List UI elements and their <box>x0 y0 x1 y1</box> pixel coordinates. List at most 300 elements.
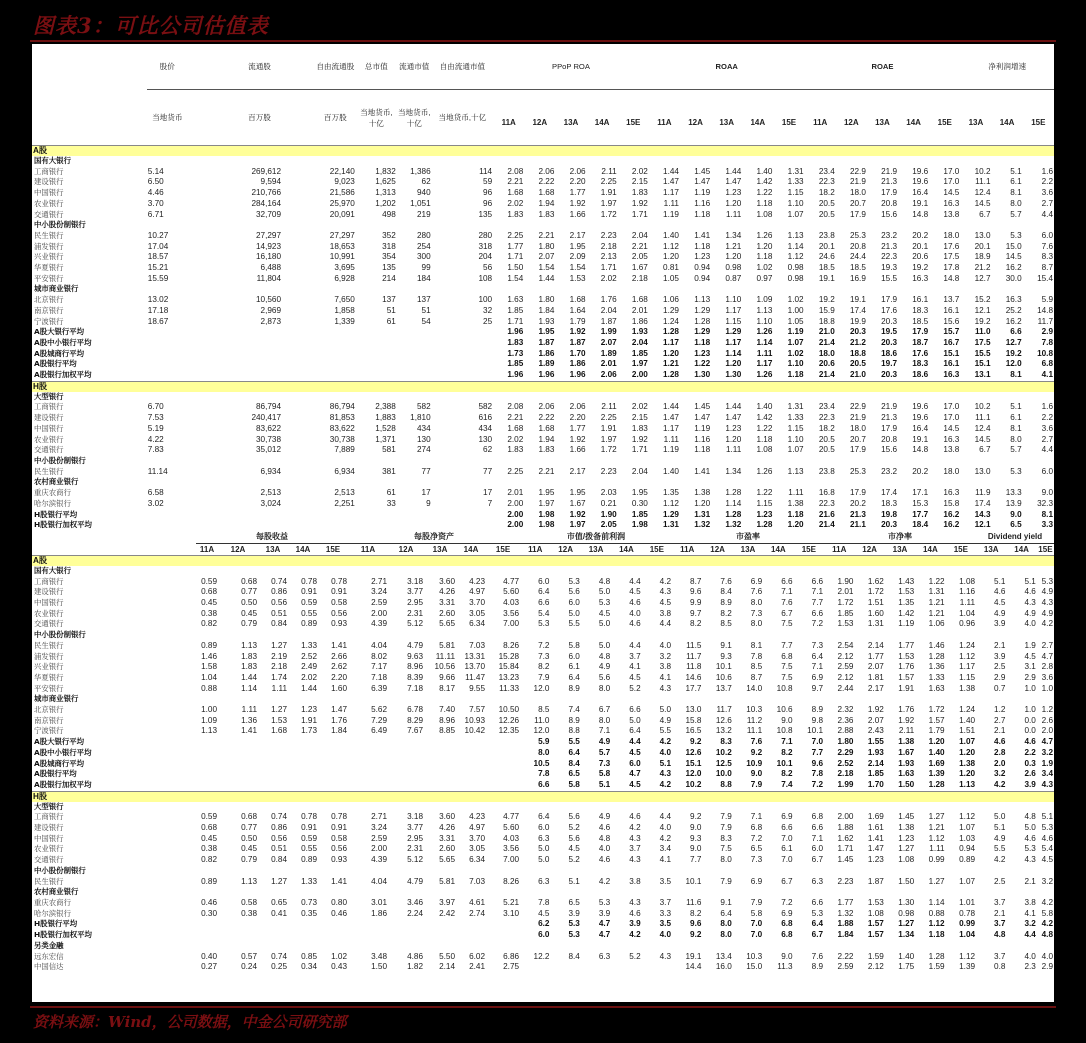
cell-value <box>702 866 732 877</box>
valuation-table-1 <box>32 44 1054 531</box>
cell-value: 19.2 <box>974 316 991 326</box>
cell-value: 3.8 <box>659 608 672 618</box>
cell-value: 3.9 <box>629 919 641 929</box>
cell-value: 1.34 <box>725 230 742 240</box>
cell-value <box>348 737 388 748</box>
cell-value <box>218 566 258 577</box>
cell-value: 1.95 <box>569 241 586 251</box>
cell-value: 7.83 <box>147 445 164 455</box>
row-name: 农业银行 <box>34 198 64 208</box>
cell-value: 10.0 <box>715 769 732 779</box>
cell-value: 5.0 <box>629 715 641 725</box>
cell-value: 11.0 <box>975 327 991 337</box>
cell-value: 7.0 <box>781 855 793 865</box>
cell-value: 9.0 <box>781 951 793 961</box>
section-header <box>32 381 1054 392</box>
cell-value <box>424 780 456 791</box>
cell-value <box>432 338 493 349</box>
cell-value: 4.7 <box>598 930 611 940</box>
year-label: 12A <box>218 543 258 555</box>
cell-value: 6.8 <box>811 812 824 822</box>
cell-value: 2.1 <box>994 726 1006 736</box>
cell-value: 5.3 <box>568 930 580 940</box>
cell-value: 3.8 <box>1024 898 1036 907</box>
cell-value: 2.22 <box>837 951 854 961</box>
cell-value: 4.8 <box>994 930 1006 940</box>
cell-value: 2.29 <box>837 747 854 757</box>
cell-value: 5.3 <box>598 898 611 907</box>
cell-value: 1,858 <box>334 305 355 315</box>
table-row <box>32 263 1054 274</box>
cell-value: 2.04 <box>631 230 648 240</box>
cell-value: 4.5 <box>629 747 641 757</box>
cell-value: 4.4 <box>629 576 641 586</box>
cell-value: 2.59 <box>837 962 854 972</box>
cell-value: 4.9 <box>659 715 672 725</box>
row-name: 中国银行 <box>34 188 64 198</box>
spacer-cell <box>188 242 237 253</box>
cell-value <box>196 566 218 577</box>
cell-value: 99 <box>421 263 431 273</box>
cell-value: 1.12 <box>663 241 679 251</box>
cell-value: 7.2 <box>750 833 763 843</box>
cell-value: 2.15 <box>631 413 648 423</box>
cell-value: 17.9 <box>881 188 898 198</box>
cell-value: 15.8 <box>685 715 702 725</box>
cell-value: 14.5 <box>974 434 991 444</box>
cell-value: 1.29 <box>694 305 711 315</box>
cell-value: 1.85 <box>837 608 854 618</box>
cell-value <box>773 156 804 167</box>
cell-value: 16.3 <box>912 273 929 283</box>
cell-value: 0.93 <box>331 855 348 865</box>
cell-value: 10.1 <box>776 758 793 768</box>
cell-value <box>432 477 493 488</box>
cell-value: 1.28 <box>928 651 945 661</box>
cell-value: 5.4 <box>538 608 550 618</box>
year-label: 15E <box>318 543 348 555</box>
row-name: 兴业银行 <box>34 252 64 262</box>
cell-value: 1.33 <box>928 672 945 682</box>
year-label: 14A <box>915 543 945 555</box>
cell-value: 6.1 <box>781 844 793 854</box>
cell-value <box>672 566 702 577</box>
cell-value: 1.44 <box>663 402 679 412</box>
cell-value: 1.57 <box>928 715 945 725</box>
cell-value: 4.9 <box>994 833 1006 843</box>
cell-value: 1.92 <box>569 327 586 337</box>
cell-value: 2.07 <box>600 337 617 347</box>
unit-total-mcap: 当地货币,十亿 <box>356 90 397 146</box>
cell-value: 2,969 <box>260 305 282 315</box>
cell-value: 1.91 <box>898 683 915 693</box>
cell-value: 4.6 <box>1024 737 1036 747</box>
cell-value: 0.59 <box>301 833 317 843</box>
cell-value: 0.68 <box>241 812 257 822</box>
cell-value: 5.2 <box>629 951 641 961</box>
cell-value: 16.3 <box>1005 295 1022 305</box>
cell-value: 3.7 <box>994 898 1006 907</box>
row-name: 中小股份制银行 <box>34 455 86 465</box>
cell-value: 5.9 <box>1041 295 1053 305</box>
cell-value: 19.6 <box>912 166 929 176</box>
spacer-cell <box>282 413 315 424</box>
cell-value: 0.78 <box>331 812 348 822</box>
cell-value: 7.29 <box>371 715 388 725</box>
cell-value <box>976 941 1006 952</box>
cell-value: 7.9 <box>720 823 732 833</box>
spacer-cell <box>188 210 237 221</box>
cell-value: 1.85 <box>867 769 884 779</box>
cell-value: 11.1 <box>975 177 991 187</box>
cell-value <box>218 941 258 952</box>
year-label: 13A <box>733 543 763 555</box>
cell-value: 1.35 <box>663 488 679 498</box>
cell-value <box>318 887 348 898</box>
cell-value: 5.1 <box>1010 402 1022 412</box>
cell-value: 4.0 <box>1041 951 1053 961</box>
cell-value: 11.0 <box>534 715 550 725</box>
table-row <box>32 962 1054 973</box>
cell-value: 616 <box>478 413 493 423</box>
cell-value: 8.0 <box>1010 434 1022 444</box>
cell-value: 1.39 <box>928 769 945 779</box>
cell-value <box>773 392 804 403</box>
cell-value <box>836 392 867 403</box>
cell-value: 3.9 <box>598 908 611 918</box>
cell-value: 2,251 <box>334 498 355 508</box>
cell-value: 2.9 <box>1041 962 1053 972</box>
cell-value <box>550 962 580 973</box>
cell-value: 30,738 <box>329 434 355 444</box>
cell-value: 0.38 <box>201 608 217 618</box>
cell-value <box>424 566 456 577</box>
row-name: H股银行平均 <box>34 919 78 929</box>
cell-value: 7.3 <box>811 640 824 650</box>
cell-value: 2.7 <box>1041 198 1053 208</box>
cell-value: 1.92 <box>569 434 586 444</box>
row-name: 中小股份制银行 <box>34 865 86 875</box>
cell-value: 1.47 <box>663 413 679 423</box>
cell-value: 1.86 <box>538 348 555 358</box>
cell-value: 1.13 <box>694 295 711 305</box>
cell-value: 2.20 <box>331 672 348 682</box>
cell-value <box>486 566 520 577</box>
cell-value <box>763 630 793 641</box>
cell-value <box>885 566 915 577</box>
cell-value <box>356 338 397 349</box>
cell-value: 214 <box>382 273 396 283</box>
cell-value: 7.18 <box>371 672 388 682</box>
cell-value: 8.3 <box>1041 252 1053 262</box>
cell-value: 9.0 <box>690 823 702 833</box>
cell-value <box>742 456 773 467</box>
cell-value <box>520 802 550 813</box>
cell-value: 20.7 <box>849 198 866 208</box>
cell-value: 4.04 <box>371 876 388 886</box>
cell-value: 1.80 <box>538 241 555 251</box>
cell-value <box>649 220 680 231</box>
cell-value: 10,560 <box>256 295 282 305</box>
cell-value <box>147 359 188 370</box>
cell-value: 1.72 <box>837 598 854 608</box>
cell-value: 83,622 <box>329 423 355 433</box>
cell-value: 18.0 <box>818 348 835 358</box>
cell-value <box>456 630 486 641</box>
cell-value: 2.25 <box>600 177 617 187</box>
cell-value: 0.91 <box>331 587 348 597</box>
spacer-cell <box>282 252 315 263</box>
cell-value: 1.44 <box>663 166 679 176</box>
cell-value <box>680 220 711 231</box>
cell-value: 5.81 <box>439 640 456 650</box>
year-label: 12A <box>550 543 580 555</box>
cell-value: 7.8 <box>538 769 550 779</box>
cell-value <box>885 630 915 641</box>
cell-value: 2.43 <box>867 726 884 736</box>
cell-value: 1,386 <box>410 166 431 176</box>
cell-value <box>524 392 555 403</box>
cell-value: 9.3 <box>720 651 732 661</box>
cell-value <box>946 887 976 898</box>
cell-value: 204 <box>478 252 493 262</box>
cell-value: 1.11 <box>663 198 679 208</box>
col-free-float-mcap: 自由流通市值 <box>439 62 486 71</box>
cell-value: 1.00 <box>787 305 804 315</box>
cell-value: 4.5 <box>1041 855 1053 865</box>
spacer-cell <box>282 445 315 456</box>
year-label: 11A <box>493 90 524 146</box>
cell-value: 2.7 <box>994 715 1006 725</box>
cell-value: 4.79 <box>407 640 424 650</box>
cell-value: 0.74 <box>271 812 287 822</box>
cell-value <box>493 156 524 167</box>
cell-value: 15.2 <box>974 295 991 305</box>
cell-value: 22.3 <box>818 413 835 423</box>
cell-value: 1.96 <box>569 370 586 380</box>
cell-value: 96 <box>483 198 493 208</box>
cell-value <box>672 941 702 952</box>
cell-value: 4.03 <box>503 598 520 608</box>
row-name: A股中小银行平均 <box>34 337 92 347</box>
cell-value: 1.85 <box>631 348 648 358</box>
cell-value: 1.72 <box>600 209 617 219</box>
cell-value: 5.0 <box>568 608 580 618</box>
cell-value: 1.07 <box>787 337 804 347</box>
cell-value: 8.29 <box>407 715 424 725</box>
cell-value <box>805 392 836 403</box>
cell-value: 14.8 <box>912 209 929 219</box>
table-row <box>32 726 1054 737</box>
cell-value: 2.14 <box>867 640 884 650</box>
spacer-cell <box>282 349 315 360</box>
cell-value <box>946 866 976 877</box>
cell-value: 2.02 <box>301 672 317 682</box>
cell-value: 17.6 <box>912 348 929 358</box>
cell-value <box>992 456 1023 467</box>
cell-value <box>960 220 991 231</box>
cell-value: 3.7 <box>629 844 641 854</box>
cell-value: 1.12 <box>959 812 976 822</box>
cell-value: 8.4 <box>720 587 732 597</box>
cell-value: 4.2 <box>994 855 1006 865</box>
cell-value: 4.2 <box>629 930 641 940</box>
cell-value: 0.3 <box>1024 758 1036 768</box>
cell-value: 4.6 <box>994 737 1006 747</box>
cell-value: 3.2 <box>1041 876 1053 886</box>
cell-value: 1,371 <box>375 434 396 444</box>
cell-value <box>992 156 1023 167</box>
cell-value: 12.1 <box>974 520 991 530</box>
cell-value: 8.4 <box>568 758 580 768</box>
cell-value <box>456 566 486 577</box>
row-name: 哈尔滨银行 <box>34 908 71 918</box>
cell-value: 0.89 <box>301 855 317 865</box>
cell-value: 0.38 <box>241 908 257 918</box>
cell-value <box>218 780 258 791</box>
cell-value <box>642 887 672 898</box>
cell-value: 9.3 <box>690 833 702 843</box>
cell-value <box>218 930 258 941</box>
cell-value: 6.0 <box>538 930 550 940</box>
cell-value: 0.41 <box>271 908 287 918</box>
cell-value: 1.20 <box>959 747 976 757</box>
cell-value: 2.71 <box>371 576 388 586</box>
cell-value <box>348 566 388 577</box>
cell-value <box>672 802 702 813</box>
cell-value: 7.3 <box>538 651 550 661</box>
spacer-cell <box>282 242 315 253</box>
cell-value <box>424 769 456 780</box>
cell-value: 1.83 <box>507 209 524 219</box>
spacer-cell <box>282 295 315 306</box>
spacer-cell <box>188 188 237 199</box>
cell-value: 1.10 <box>787 198 804 208</box>
cell-value: 15.1 <box>685 758 702 768</box>
cell-value: 1.71 <box>837 844 854 854</box>
cell-value: 5.0 <box>598 587 611 597</box>
cell-value <box>550 802 580 813</box>
cell-value: 10.9 <box>746 758 763 768</box>
cell-value: 1.12 <box>928 919 945 929</box>
cell-value: 18.9 <box>974 252 991 262</box>
cell-value: 5.3 <box>538 619 550 629</box>
cell-value: 1.97 <box>600 198 617 208</box>
row-name: A股大银行平均 <box>34 327 85 337</box>
cell-value: 1.83 <box>241 651 257 661</box>
cell-value: 1.60 <box>331 683 348 693</box>
cell-value: 5.1 <box>659 758 672 768</box>
cell-value: 1.91 <box>301 715 317 725</box>
cell-value: 4.2 <box>598 876 611 886</box>
cell-value: 1.77 <box>569 188 586 198</box>
cell-value <box>976 866 1006 877</box>
cell-value: 2.18 <box>837 769 854 779</box>
cell-value: 1.83 <box>507 445 524 455</box>
cell-value: 2.9 <box>1024 672 1036 682</box>
cell-value: 12.5 <box>715 758 732 768</box>
cell-value: 3,695 <box>334 263 355 273</box>
cell-value: 9,023 <box>334 177 355 187</box>
cell-value: 19.1 <box>849 295 866 305</box>
cell-value: 13.3 <box>1005 488 1022 498</box>
cell-value: 0.50 <box>241 833 257 843</box>
cell-value <box>611 866 641 877</box>
cell-value: 1.18 <box>756 198 773 208</box>
spacer-cell <box>188 402 237 413</box>
cell-value: 1.72 <box>928 705 945 715</box>
cell-value: 4.4 <box>629 737 641 747</box>
cell-value: 12.7 <box>974 273 991 283</box>
cell-value: 4.6 <box>629 908 641 918</box>
cell-value: 19.1 <box>818 273 835 283</box>
cell-value: 1.0 <box>1024 683 1036 693</box>
cell-value: 6.4 <box>811 651 824 661</box>
cell-value <box>794 887 824 898</box>
cell-value: 1.32 <box>694 520 711 530</box>
row-name: 工商银行 <box>34 402 64 412</box>
spacer-cell <box>188 295 237 306</box>
cell-value <box>258 630 288 641</box>
row-name: A股银行平均 <box>34 769 77 779</box>
year-label: 14A <box>992 90 1023 146</box>
cell-value: 11.2 <box>746 715 763 725</box>
year-label: 12A <box>836 90 867 146</box>
cell-value: 1.42 <box>756 177 773 187</box>
cell-value: 1.0 <box>1041 683 1053 693</box>
cell-value: 25 <box>483 316 493 326</box>
category-row <box>32 392 1054 403</box>
cell-value <box>1023 456 1054 467</box>
cell-value: 5.5 <box>568 737 580 747</box>
cell-value: 17.9 <box>849 209 866 219</box>
cell-value: 4.97 <box>469 587 486 597</box>
cell-value <box>733 802 763 813</box>
cell-value: 2.25 <box>600 413 617 423</box>
cell-value: 9.2 <box>690 930 702 940</box>
cell-value: 1.73 <box>507 348 524 358</box>
cell-value: 17.6 <box>943 241 960 251</box>
cell-value <box>348 769 388 780</box>
cell-value <box>196 780 218 791</box>
cell-value: 1.50 <box>898 779 915 789</box>
cell-value: 8.1 <box>1010 188 1022 198</box>
cell-value: 3.6 <box>1041 188 1053 198</box>
cell-value <box>218 919 258 930</box>
row-name: 农业银行 <box>34 608 64 618</box>
cell-value: 1.47 <box>331 705 348 715</box>
cell-value: 2.2 <box>1041 177 1053 187</box>
cell-value: 4.8 <box>1024 812 1036 822</box>
cell-value <box>929 284 960 295</box>
table-row <box>32 445 1054 456</box>
cell-value <box>318 780 348 791</box>
cell-value: 0.89 <box>301 619 317 629</box>
cell-value: 17.4 <box>849 305 866 315</box>
cell-value: 8.0 <box>598 715 611 725</box>
category-row <box>32 477 1054 488</box>
cell-value: 2.62 <box>331 662 348 672</box>
section-header <box>32 791 1054 802</box>
cell-value: 0.56 <box>331 608 348 618</box>
cell-value: 0.84 <box>271 855 287 865</box>
cell-value: 1.76 <box>898 705 915 715</box>
cell-value: 16.1 <box>943 359 960 369</box>
year-label: 14A <box>288 543 318 555</box>
cell-value <box>397 327 432 338</box>
col-price: 股价 <box>159 62 175 71</box>
cell-value <box>960 456 991 467</box>
